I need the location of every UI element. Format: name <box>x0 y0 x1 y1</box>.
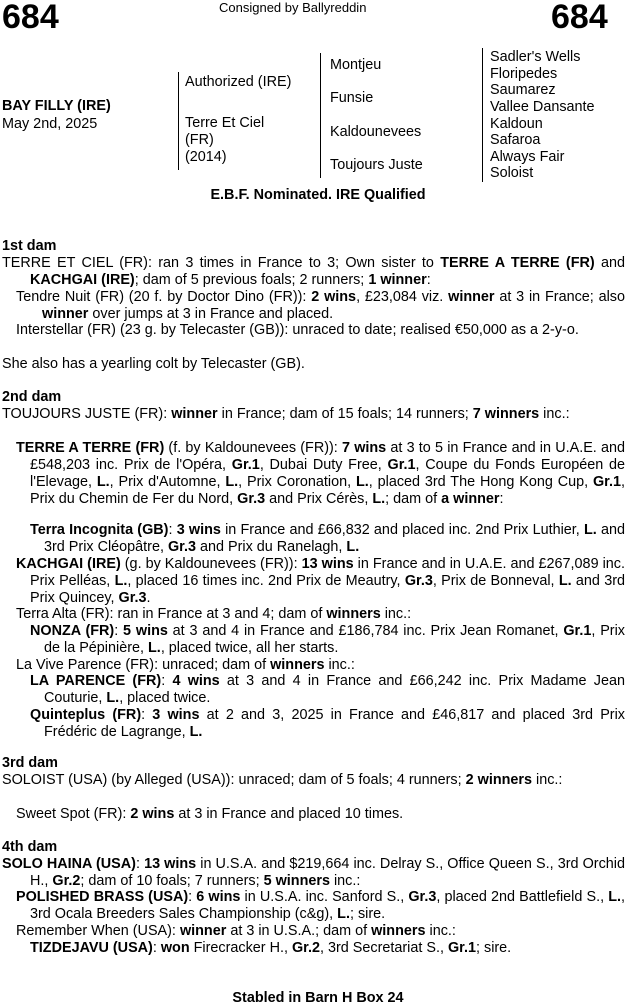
pedigree-gen3: Floripedes <box>490 66 558 82</box>
pedigree-gen3: Sadler's Wells <box>490 49 581 65</box>
produce-terre-a-terre: TERRE A TERRE (FR) (f. by Kaldounevees (FR)): 7 wins at 3 to 5 in France and in U.A.E. and £548,203 inc. Prix de l'Opéra, Gr.1, Dubai Duty Free, Gr.1, Coupe du Fonds Européen de l'Elevage, L., Prix d'Automne, L., Prix Coronation, L., placed 3rd The Hong Kong Cup, Gr.1, Prix du Chemin de Fer du Nord, Gr.3 and Prix Cérès, L.; dam of a winner: <box>16 440 625 507</box>
pedigree-gen3: Soloist <box>490 165 534 181</box>
produce-kachgai: KACHGAI (IRE) (g. by Kaldounevees (FR)): 13 wins in France and in U.A.E. and £267,089 inc. Prix Pelléas, L., placed 16 times inc. 2nd Prix de Meautry, Gr.3, Prix de Bonneval, L. and 3rd Prix Quincey, Gr.3. <box>16 556 625 606</box>
produce-terra-incognita: Terra Incognita (GB): 3 wins in France and £66,832 and placed inc. 2nd Prix Luthier, L. and 3rd Prix Cléopâtre, Gr.3 and Prix du Ranelagh, L. <box>30 522 625 555</box>
nomination-line: E.B.F. Nominated. IRE Qualified <box>210 187 426 203</box>
yearling-note: She also has a yearling colt by Telecaster (GB). <box>2 356 305 372</box>
produce-nonza: NONZA (FR): 5 wins at 3 and 4 in France and £186,784 inc. Prix Jean Romanet, Gr.1, Prix de la Pépinière, L., placed twice, all her starts. <box>30 623 625 656</box>
pedigree-dam-year: (2014) <box>185 149 227 165</box>
produce-sweet-spot: Sweet Spot (FR): 2 wins at 3 in France and placed 10 times. <box>16 806 404 822</box>
third-dam-entry: SOLOIST (USA) (by Alleged (USA)): unraced; dam of 5 foals; 4 runners; 2 winners inc.: <box>2 772 563 788</box>
first-dam-entry: TERRE ET CIEL (FR): ran 3 times in France to 3; Own sister to TERRE A TERRE (FR) and KACHGAI (IRE); dam of 5 previous foals; 2 runners; 1 winner: <box>2 255 625 288</box>
pedigree-gen2: Toujours Juste <box>330 157 423 173</box>
pedigree-line-3 <box>482 48 483 182</box>
produce-la-vive-parence: La Vive Parence (FR): unraced; dam of winners inc.: <box>16 657 355 673</box>
pedigree-line-2 <box>320 53 321 178</box>
pedigree-line-1 <box>178 72 179 170</box>
section-heading-4th-dam: 4th dam <box>2 839 58 855</box>
produce-remember-when: Remember When (USA): winner at 3 in U.S.A.; dam of winners inc.: <box>16 923 456 939</box>
pedigree-gen3: Vallee Dansante <box>490 99 595 115</box>
foaling-date: May 2nd, 2025 <box>2 116 98 132</box>
pedigree-gen3: Saumarez <box>490 82 556 98</box>
lot-number-left: 684 <box>2 0 59 36</box>
consignor: Consigned by Ballyreddin <box>219 0 367 15</box>
produce-interstellar: Interstellar (FR) (23 g. by Telecaster (GB)): unraced to date; realised €50,000 as a 2-y-o. <box>16 322 579 338</box>
pedigree-gen3: Safaroa <box>490 132 541 148</box>
section-heading-2nd-dam: 2nd dam <box>2 389 62 405</box>
section-heading-3rd-dam: 3rd dam <box>2 755 58 771</box>
second-dam-entry: TOUJOURS JUSTE (FR): winner in France; dam of 15 foals; 14 runners; 7 winners inc.: <box>2 406 570 422</box>
produce-quinteplus: Quinteplus (FR): 3 wins at 2 and 3, 2025 in France and £46,817 and placed 3rd Prix Frédéric de Lagrange, L. <box>30 707 625 740</box>
lot-number-right: 684 <box>551 0 608 36</box>
pedigree-dam: (FR) <box>185 132 214 148</box>
section-heading-1st-dam: 1st dam <box>2 238 57 254</box>
pedigree-gen3: Always Fair <box>490 149 565 165</box>
pedigree-sire: Authorized (IRE) <box>185 74 292 90</box>
pedigree-gen2: Funsie <box>330 90 374 106</box>
pedigree-dam: Terre Et Ciel <box>185 115 265 131</box>
fourth-dam-entry: SOLO HAINA (USA): 13 wins in U.S.A. and $219,664 inc. Delray S., Office Queen S., 3rd Orchid H., Gr.2; dam of 10 foals; 7 runners; 5 winners inc.: <box>2 856 625 889</box>
pedigree-gen3: Kaldoun <box>490 116 543 132</box>
produce-tendre-nuit: Tendre Nuit (FR) (20 f. by Doctor Dino (FR)): 2 wins, £23,084 viz. winner at 3 in France; also winner over jumps at 3 in France and placed. <box>16 289 625 322</box>
horse-name: BAY FILLY (IRE) <box>2 98 111 114</box>
produce-terra-alta: Terra Alta (FR): ran in France at 3 and 4; dam of winners inc.: <box>16 606 412 622</box>
pedigree-gen2: Kaldounevees <box>330 124 422 140</box>
pedigree-gen2: Montjeu <box>330 57 382 73</box>
stabling-footer: Stabled in Barn H Box 24 <box>232 990 404 1006</box>
produce-tizdejavu: TIZDEJAVU (USA): won Firecracker H., Gr.2, 3rd Secretariat S., Gr.1; sire. <box>30 940 512 956</box>
produce-la-parence: LA PARENCE (FR): 4 wins at 3 and 4 in France and £66,242 inc. Prix Madame Jean Couturie, L., placed twice. <box>30 673 625 706</box>
produce-polished-brass: POLISHED BRASS (USA): 6 wins in U.S.A. inc. Sanford S., Gr.3, placed 2nd Battlefield S., L., 3rd Ocala Breeders Sales Championship (c&g), L.; sire. <box>16 889 625 922</box>
